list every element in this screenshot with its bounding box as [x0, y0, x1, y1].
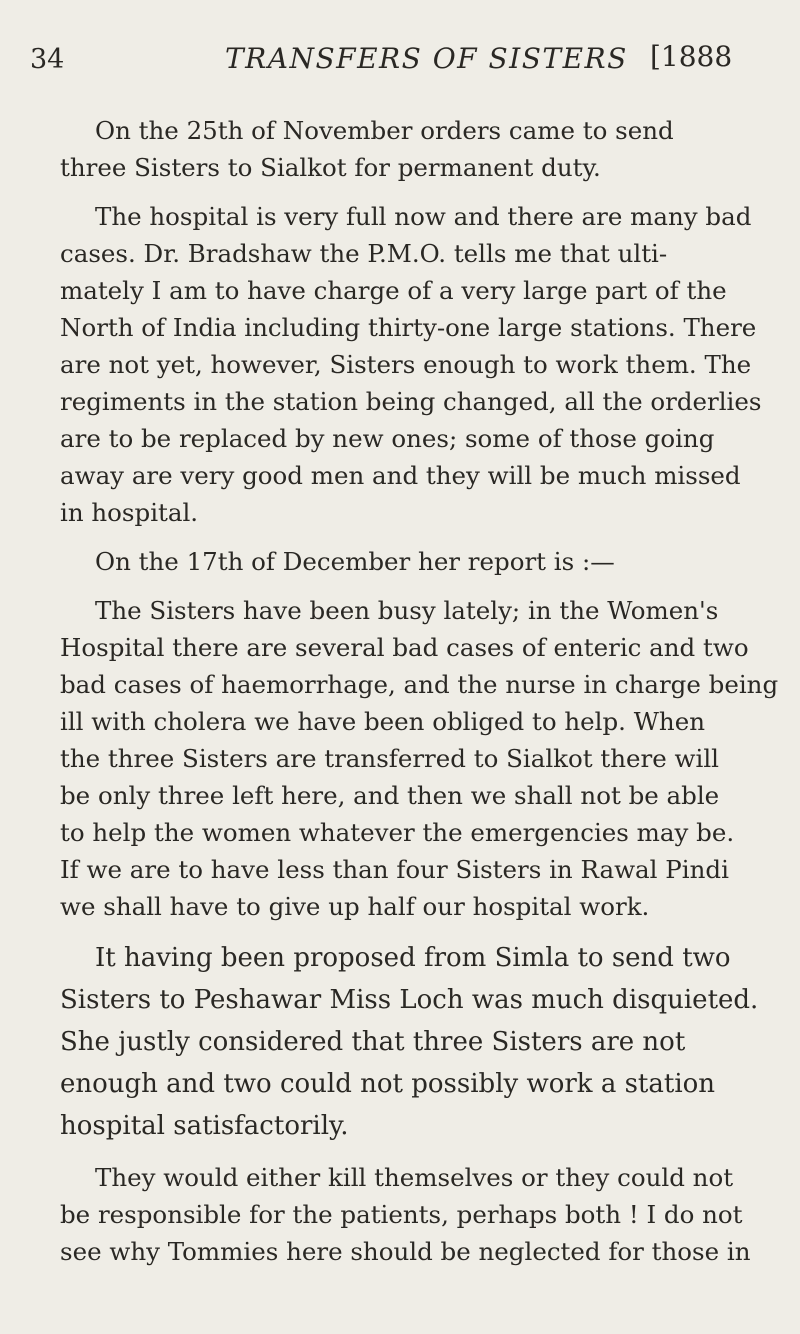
text-line: If we are to have less than four Sisters in Rawal Pindi [60, 855, 729, 884]
paragraph-november-orders [60, 112, 780, 186]
text-line: On the 25th of November orders came to send [95, 116, 674, 145]
page-number: 34 [30, 44, 65, 75]
text-line: three Sisters to Sialkot for permanent duty. [60, 153, 601, 182]
text-line: hospital satisfactorily. [60, 1111, 349, 1141]
text-line: She justly considered that three Sisters are not [60, 1027, 686, 1057]
text-line: They would either kill themselves or they could not [95, 1163, 734, 1192]
page-header [30, 40, 790, 80]
paragraph-peshawar-proposal [60, 937, 780, 1147]
text-line: On the 17th of December her report is :— [95, 547, 615, 576]
text-line: be only three left here, and then we shall not be able [60, 781, 720, 810]
text-line: enough and two could not possibly work a station [60, 1069, 716, 1099]
paragraph-december-report [60, 543, 780, 580]
text-line: are to be replaced by new ones; some of those going [60, 424, 715, 453]
paragraph-hospital-full [60, 198, 780, 531]
text-line: The hospital is very full now and there are many bad [95, 202, 752, 231]
text-line: North of India including thirty-one large stations. There [60, 313, 757, 342]
header-year: [1888 [650, 40, 733, 73]
text-line: cases. Dr. Bradshaw the P.M.O. tells me that ulti- [60, 239, 668, 268]
paragraph-quoted-report [60, 592, 780, 925]
running-title: TRANSFERS OF SISTERS [225, 42, 628, 75]
text-line: It having been proposed from Simla to send two [95, 943, 731, 973]
text-line: bad cases of haemorrhage, and the nurse in charge being [60, 670, 779, 699]
text-line: be responsible for the patients, perhaps both ! I do not [60, 1200, 743, 1229]
text-line: see why Tommies here should be neglected for those in [60, 1237, 751, 1266]
text-line: we shall have to give up half our hospital work. [60, 892, 650, 921]
text-line: mately I am to have charge of a very large part of the [60, 276, 727, 305]
text-line: Sisters to Peshawar Miss Loch was much disquieted. [60, 985, 759, 1015]
text-line: in hospital. [60, 498, 199, 527]
text-line: Hospital there are several bad cases of enteric and two [60, 633, 749, 662]
text-line: to help the women whatever the emergencies may be. [60, 818, 735, 847]
text-line: ill with cholera we have been obliged to help. When [60, 707, 705, 736]
text-line: away are very good men and they will be much missed [60, 461, 741, 490]
text-line: are not yet, however, Sisters enough to work them. The [60, 350, 752, 379]
text-line: regiments in the station being changed, all the orderlies [60, 387, 762, 416]
text-line: The Sisters have been busy lately; in the Women's [95, 596, 719, 625]
paragraph-quoted-letter [60, 1159, 780, 1270]
page-body [60, 112, 780, 1270]
text-line: the three Sisters are transferred to Sialkot there will [60, 744, 719, 773]
